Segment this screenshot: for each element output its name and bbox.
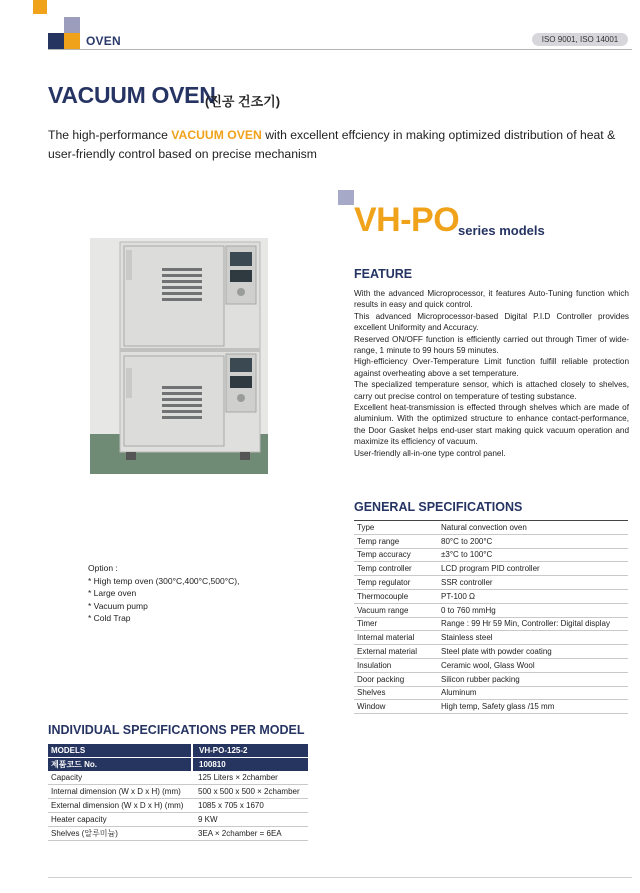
table-row — [354, 576, 628, 590]
options-list — [88, 562, 239, 625]
spec-key: Internal material — [354, 631, 435, 645]
spec-value: Silicon rubber packing — [435, 672, 628, 686]
model-series-label: series models — [458, 223, 545, 238]
table-row — [354, 534, 628, 548]
spec-value: 9 KW — [192, 812, 308, 826]
spec-value: 80°C to 200°C — [435, 534, 628, 548]
spec-key: Timer — [354, 617, 435, 631]
spec-key: Thermocouple — [354, 589, 435, 603]
spec-value: LCD program PID controller — [435, 562, 628, 576]
feature-line: User-friendly all-in-one type control panel. — [354, 448, 506, 458]
spec-value: Stainless steel — [435, 631, 628, 645]
feature-text — [354, 288, 629, 459]
section-label: OVEN — [86, 34, 121, 48]
spec-value: SSR controller — [435, 576, 628, 590]
table-row — [354, 617, 628, 631]
vacuum-oven-photo — [90, 238, 268, 474]
option-item: * High temp oven (300°C,400°C,500°C), — [88, 575, 240, 586]
footer-divider — [48, 877, 632, 878]
intro-pre: The high-performance — [48, 128, 172, 142]
intro-highlight: VACUUM OVEN — [171, 128, 262, 142]
spec-value: 1085 x 705 x 1670 — [192, 799, 308, 813]
spec-value: 0 to 760 mmHg — [435, 603, 628, 617]
spec-key: Temp controller — [354, 562, 435, 576]
feature-heading: FEATURE — [354, 267, 413, 281]
table-row — [48, 799, 308, 813]
table-row — [48, 826, 308, 840]
table-row — [354, 672, 628, 686]
table-row — [48, 812, 308, 826]
table-row — [354, 631, 628, 645]
individual-specs-table — [48, 744, 308, 841]
table-row — [354, 589, 628, 603]
table-header-row — [48, 744, 308, 757]
feature-line: The specialized temperature sensor, which is attached closely to shelves, carry out precise control on temperature of testing substance. — [354, 380, 629, 401]
spec-value: Natural convection oven — [435, 521, 628, 535]
spec-value: VH-PO-125-2 — [192, 744, 308, 757]
feature-line: Excellent heat-transmission is effected through shelves which are made of aluminium. With the optimized structure to enhance contact-performance, the Door Gasket helps end-user start making quick vacuum operation and maximize its efficiency of vacuum. — [354, 403, 629, 447]
spec-value: Steel plate with powder coating — [435, 645, 628, 659]
spec-value: 125 Liters × 2chamber — [192, 771, 308, 785]
model-accent-square — [338, 190, 354, 205]
spec-key: Capacity — [48, 771, 192, 785]
options-heading: Option : — [88, 563, 118, 573]
spec-value: PT-100 Ω — [435, 589, 628, 603]
table-header-row — [48, 757, 308, 771]
intro-post: with excellent effciency in making optimized distribution of heat & user-friendly control based on precise mechanism — [48, 128, 616, 161]
option-item: * Large oven — [88, 588, 137, 598]
spec-key: Shelves — [354, 686, 435, 700]
model-code: VH-PO — [354, 201, 460, 239]
feature-line: This advanced Microprocessor-based Digital P.I.D Controller provides excellent Uniformity and Accuracy. — [354, 311, 629, 333]
table-row — [354, 658, 628, 672]
general-specs-heading: GENERAL SPECIFICATIONS — [354, 500, 523, 514]
spec-key: Type — [354, 521, 435, 535]
table-row — [354, 603, 628, 617]
logo-square-purple — [64, 17, 80, 33]
logo-square-navy — [48, 33, 64, 49]
spec-value: Ceramic wool, Glass Wool — [435, 658, 628, 672]
spec-key: External dimension (W x D x H) (mm) — [48, 799, 192, 813]
spec-key: Temp range — [354, 534, 435, 548]
spec-key: Window — [354, 700, 435, 714]
table-row — [48, 771, 308, 785]
spec-value: ±3°C to 100°C — [435, 548, 628, 562]
spec-key: Door packing — [354, 672, 435, 686]
feature-line: Reserved ON/OFF function is efficiently carried out through Timer of wide-range, 1 minute to 99 hours 59 minutes. — [354, 334, 629, 356]
spec-key: Shelves (알루미늄) — [48, 826, 192, 840]
intro-text — [48, 126, 638, 164]
spec-key: 제품코드 No. — [48, 757, 192, 771]
spec-value: Aluminum — [435, 686, 628, 700]
table-row — [354, 548, 628, 562]
table-row — [354, 521, 628, 535]
table-row — [354, 686, 628, 700]
spec-value: 100810 — [192, 757, 308, 771]
general-specs-table — [354, 520, 628, 714]
spec-value: Range : 99 Hr 59 Min, Controller: Digital display — [435, 617, 628, 631]
header-divider — [48, 49, 632, 50]
individual-specs-heading: INDIVIDUAL SPECIFICATIONS PER MODEL — [48, 723, 305, 737]
spec-key: Vacuum range — [354, 603, 435, 617]
logo-square-orange — [33, 0, 47, 14]
spec-key: MODELS — [48, 744, 192, 757]
page-title: VACUUM OVEN — [48, 82, 216, 108]
spec-value: 500 x 500 x 500 × 2chamber — [192, 785, 308, 799]
spec-key: Temp accuracy — [354, 548, 435, 562]
spec-key: Insulation — [354, 658, 435, 672]
table-row — [48, 785, 308, 799]
iso-badge: ISO 9001, ISO 14001 — [532, 33, 628, 46]
logo-square-orange-2 — [64, 33, 80, 49]
spec-key: Internal dimension (W x D x H) (mm) — [48, 785, 192, 799]
table-row — [354, 562, 628, 576]
spec-value: High temp, Safety glass /15 mm — [435, 700, 628, 714]
spec-key: External material — [354, 645, 435, 659]
table-row — [354, 645, 628, 659]
spec-key: Temp regulator — [354, 576, 435, 590]
option-item: * Vacuum pump — [88, 600, 148, 611]
spec-value: 3EA × 2chamber = 6EA — [192, 826, 308, 840]
spec-key: Heater capacity — [48, 812, 192, 826]
feature-line: With the advanced Microprocessor, it features Auto-Tuning function which results in easy and quick control. — [354, 289, 629, 310]
feature-line: High-efficiency Over-Temperature Limit function fulfill reliable protection against overheating above a set temperature. — [354, 357, 629, 378]
page-title-korean: (진공 건조기) — [205, 94, 281, 109]
table-row — [354, 700, 628, 714]
option-item: * Cold Trap — [88, 613, 131, 623]
